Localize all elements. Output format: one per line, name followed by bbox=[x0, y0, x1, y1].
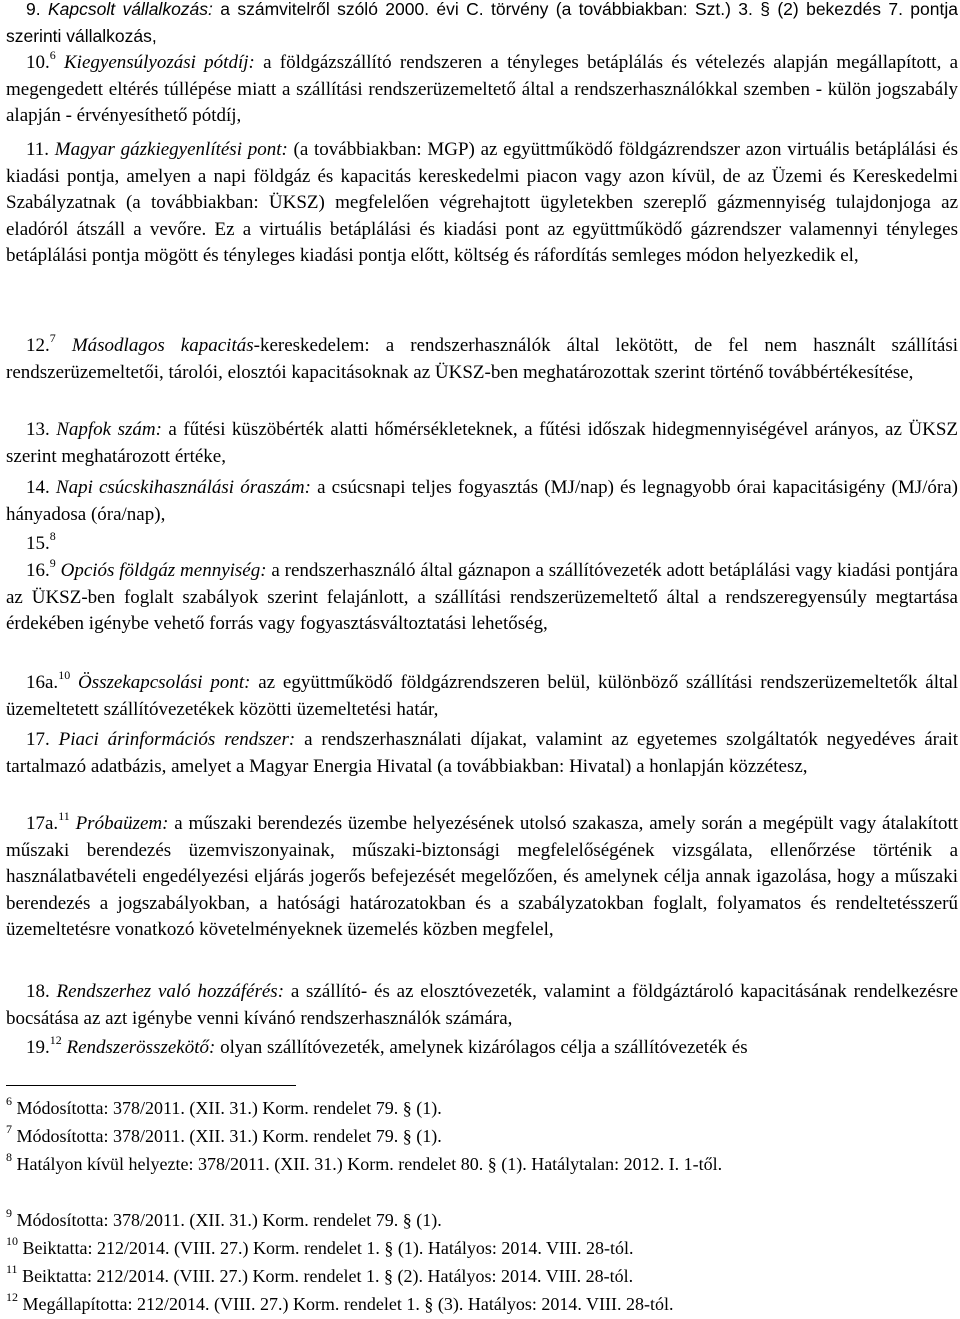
footnote-11 bbox=[6, 1262, 958, 1290]
footnote-9 bbox=[6, 1206, 958, 1234]
footnote-7 bbox=[6, 1122, 958, 1150]
definition-term: Másodlagos kapacitás bbox=[71, 335, 254, 356]
definition-body: a földgázszállító rendszeren a tényleges betáplálás és vételezés alapján megállapított, a megengedett eltérés túllépése miatt a szállítási rendszerüzemeltető által a rendszerhasználókkal szemben - külön jogszabály alapján - érvényesíthető pótdíj, bbox=[6, 52, 958, 126]
footnote-text: Hatályon kívül helyezte: 378/2011. (XII. 31.) Korm. rendelet 80. § (1). Hatálytalan: 2012. I. 1-től. bbox=[16, 1154, 723, 1174]
definition-body: a szállító- és az elosztóvezeték, valamint a földgáztároló kapacitásának rendelkezésre bocsátása az azt igénybe venni kívánó rendszerhasználók számára, bbox=[6, 981, 959, 1029]
footnote-ref: 8 bbox=[49, 528, 56, 543]
definition-16 bbox=[6, 555, 959, 638]
definition-10 bbox=[6, 47, 958, 130]
footnote-ref: 11 bbox=[58, 808, 70, 823]
footnote-divider bbox=[6, 1085, 296, 1086]
definition-number: 10. bbox=[26, 52, 50, 73]
footnote-number: 12 bbox=[6, 1290, 18, 1304]
footnote-6 bbox=[6, 1094, 958, 1122]
definition-number: 17. bbox=[26, 729, 50, 750]
definition-14 bbox=[6, 475, 958, 528]
definition-term: Rendszerhez való hozzáférés: bbox=[56, 981, 285, 1002]
definition-16a bbox=[6, 667, 958, 723]
definition-18 bbox=[6, 979, 958, 1032]
definition-body: a rendszerhasználati díjakat, valamint az egyetemes szolgáltatók negyedéves árait tartalmazó adatbázis, amelyet a Magyar Energia Hivatal (a továbbiakban: Hivatal) a honlapján közzétesz, bbox=[6, 729, 958, 777]
definition-body: a rendszerhasználó által gáznapon a szállítóvezeték adott betáplálási vagy kiadási pontjára az ÜKSZ-ben foglalt szabályok szerint felajánlott, a szállítási rendszerüzemeltető által a rendszeregyensúly megtartása érdekében igénybe vehető forrás vagy fogyasztásváltoztatási lehetőség, bbox=[6, 560, 959, 634]
definition-body: a csúcsnapi teljes fogyasztás (MJ/nap) és legnagyobb órai kapacitásigény (MJ/óra) hányadosa (óra/nap), bbox=[6, 477, 958, 525]
definition-number: 11. bbox=[26, 139, 50, 160]
footnote-ref: 6 bbox=[49, 47, 56, 62]
definition-term: Magyar gázkiegyenlítési pont: bbox=[54, 139, 288, 160]
definition-9 bbox=[6, 0, 958, 49]
footnote-ref: 12 bbox=[49, 1032, 62, 1047]
definition-number: 14. bbox=[26, 477, 50, 498]
footnote-number: 6 bbox=[6, 1094, 12, 1108]
definition-term: Kiegyensúlyozási pótdíj: bbox=[64, 52, 255, 73]
footnote-ref: 10 bbox=[58, 667, 71, 682]
definition-number: 16a. bbox=[26, 672, 59, 693]
definition-term: Kapcsolt vállalkozás: bbox=[47, 0, 213, 19]
footnote-10 bbox=[6, 1234, 958, 1262]
footnote-ref: 9 bbox=[49, 555, 56, 570]
definition-term: Napfok szám: bbox=[56, 419, 162, 440]
definition-term: Piaci árinformációs rendszer: bbox=[58, 729, 296, 750]
definition-15 bbox=[6, 528, 958, 558]
footnote-8 bbox=[6, 1150, 958, 1178]
definition-body: a számvitelről szóló 2000. évi C. törvény (a továbbiakban: Szt.) 3. § (2) bekezdés 7. pontja szerinti vállalkozás, bbox=[6, 0, 958, 46]
definition-number: 9. bbox=[26, 0, 41, 19]
footnote-text: Megállapította: 212/2014. (VIII. 27.) Korm. rendelet 1. § (3). Hatályos: 2014. VIII. 28-tól. bbox=[22, 1294, 674, 1314]
definition-17 bbox=[6, 727, 958, 780]
footnote-number: 8 bbox=[6, 1150, 12, 1164]
footnote-12 bbox=[6, 1290, 958, 1318]
footnote-text: Módosította: 378/2011. (XII. 31.) Korm. rendelet 79. § (1). bbox=[16, 1126, 442, 1146]
definition-number: 13. bbox=[26, 419, 50, 440]
definition-number: 19. bbox=[26, 1037, 50, 1058]
footnote-number: 11 bbox=[6, 1262, 18, 1276]
definition-body: az együttműködő földgázrendszeren belül, különböző szállítási rendszerüzemeltetők által üzemeltetett szállítóvezetékek közötti üzemeltetési határ, bbox=[6, 672, 958, 720]
definition-body: (a továbbiakban: MGP) az együttműködő földgázrendszer azon virtuális betáplálási és kiadási pontja, amelyen a napi földgáz és kapacitás kereskedelmi piacon vagy azon kívül, de az Üzemi és Kereskedelmi Szabályzatnak (a továbbiakban: ÜKSZ) megfelelően végrehajtott ügyletekben szereplő gázmennyiség tulajdonjoga az eladóról átszáll a vevőre. Ez a virtuális betáplálási és kiadási pont az együttműködő gázrendszer valamennyi tényleges betáplálási pontja mögött és tényleges kiadási pontja előtt, költség és ráfordítás semleges módon helyezkedik el, bbox=[6, 139, 959, 266]
definition-number: 16. bbox=[26, 560, 50, 581]
footnote-text: Beiktatta: 212/2014. (VIII. 27.) Korm. rendelet 1. § (1). Hatályos: 2014. VIII. 28-tól. bbox=[22, 1238, 634, 1258]
footnote-text: Beiktatta: 212/2014. (VIII. 27.) Korm. rendelet 1. § (2). Hatályos: 2014. VIII. 28-tól. bbox=[22, 1266, 634, 1286]
definition-term: Opciós földgáz mennyiség: bbox=[60, 560, 267, 581]
footnote-number: 10 bbox=[6, 1234, 18, 1248]
footnote-number: 7 bbox=[6, 1122, 12, 1136]
definition-term: Rendszerösszekötő: bbox=[66, 1037, 216, 1058]
definition-19 bbox=[6, 1032, 958, 1062]
definition-number: 15. bbox=[26, 533, 50, 554]
definition-11 bbox=[6, 137, 958, 270]
definition-17a bbox=[6, 808, 958, 944]
definition-number: 18. bbox=[26, 981, 50, 1002]
definition-body: a műszaki berendezés üzembe helyezésének utolsó szakasza, amely során a megépült vagy átalakított műszaki berendezés üzemviszonyainak, műszaki-biztonsági megfelelőségének vizsgálata, ellenőrzése történik a használatbavételi engedélyezési eljárás jogerős befejezését megelőzően, és amelynek célja annak igazolása, hogy a műszaki berendezés a jogszabályokban, a hatósági határozatokban és a szabályzatokban foglalt, folyamatos és rendeltetésszerű üzemeltetésre vonatkozó követelményeknek üzemelés közben megfelel, bbox=[6, 813, 958, 940]
definition-body: olyan szállítóvezeték, amelynek kizárólagos célja a szállítóvezeték és bbox=[215, 1037, 748, 1058]
definition-body: a fűtési küszöbérték alatti hőmérsékleteknek, a fűtési időszak hidegmennyiségével arányos, az ÜKSZ szerint meghatározott értéke, bbox=[6, 419, 959, 467]
footnote-number: 9 bbox=[6, 1206, 12, 1220]
footnote-text: Módosította: 378/2011. (XII. 31.) Korm. rendelet 79. § (1). bbox=[16, 1098, 442, 1118]
definition-12 bbox=[6, 330, 958, 386]
definition-13 bbox=[6, 417, 958, 470]
footnote-ref: 7 bbox=[49, 330, 56, 345]
definition-number: 17a. bbox=[26, 813, 59, 834]
definition-body: -kereskedelem: a rendszerhasználók által lekötött, de fel nem használt szállítási rendszerüzemeltetői, tárolói, elosztói kapacitásoknak az ÜKSZ-ben meghatározottak szerint történő továbbértékesítése, bbox=[6, 335, 958, 383]
definition-number: 12. bbox=[26, 335, 50, 356]
definition-term: Napi csúcskihasználási óraszám: bbox=[55, 477, 311, 498]
footnote-text: Módosította: 378/2011. (XII. 31.) Korm. rendelet 79. § (1). bbox=[16, 1210, 442, 1230]
definition-term: Próbaüzem: bbox=[75, 813, 169, 834]
definition-term: Összekapcsolási pont: bbox=[77, 672, 251, 693]
